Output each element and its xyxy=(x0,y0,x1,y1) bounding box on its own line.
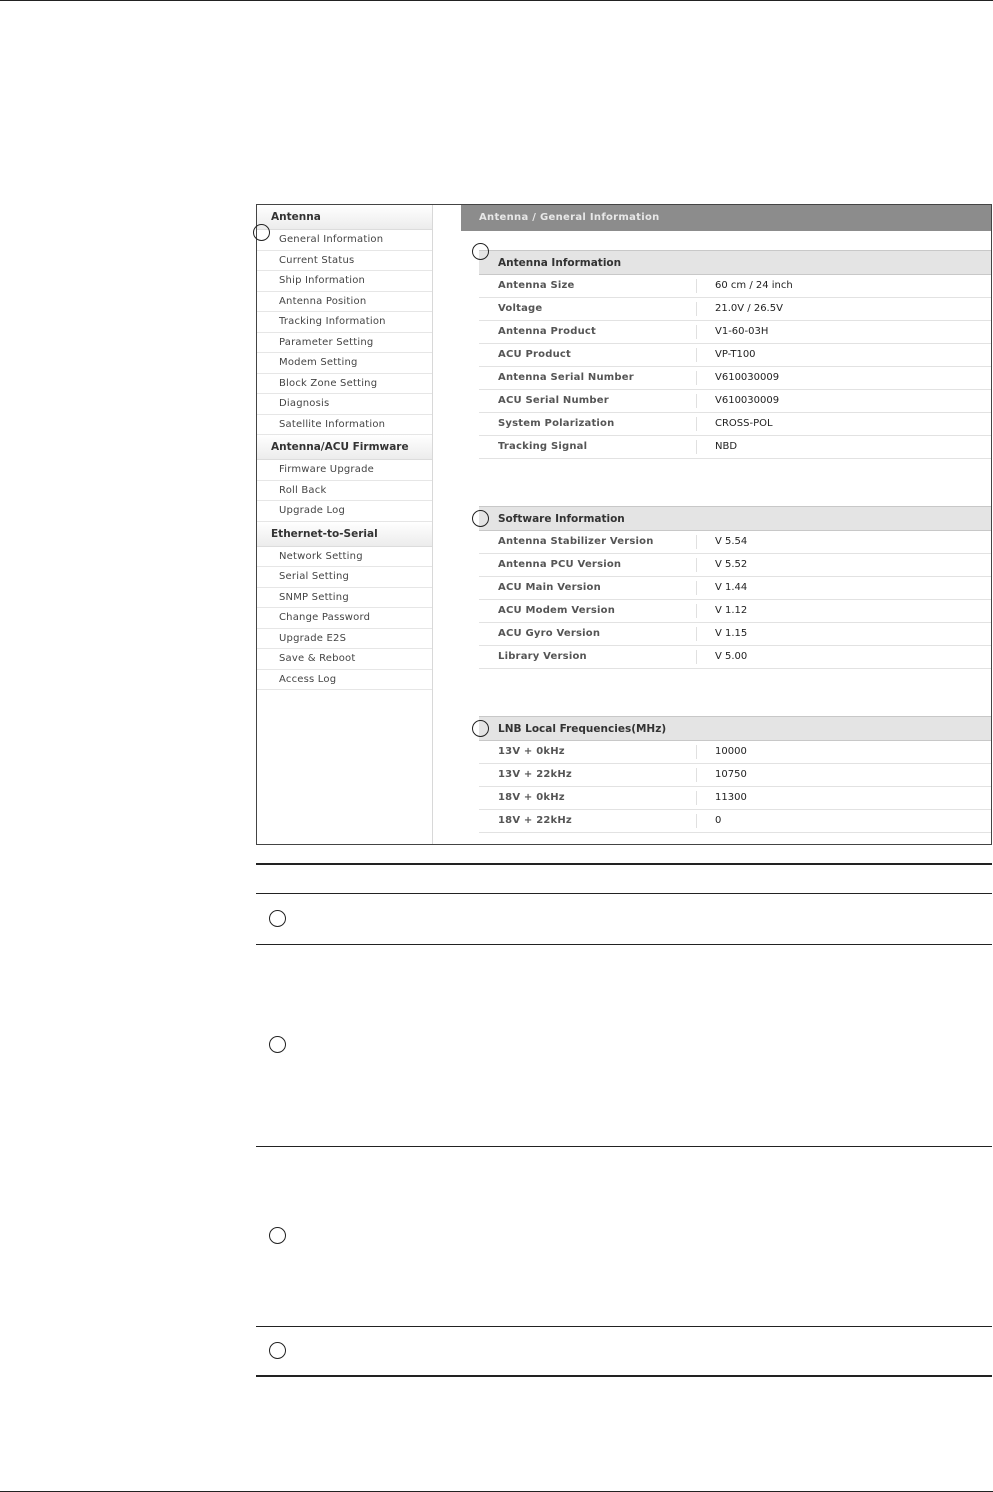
main-panel xyxy=(461,205,992,844)
info-value: V 5.54 xyxy=(715,536,748,547)
info-row-18v-22khz xyxy=(479,810,992,833)
info-label: 18V + 22kHz xyxy=(479,814,697,828)
callout-circle-1 xyxy=(253,224,270,241)
info-row-antenna-pcu-version xyxy=(479,554,992,577)
info-value: V 1.15 xyxy=(715,628,748,639)
sidebar-item-upgrade-e2s[interactable]: Upgrade E2S xyxy=(257,629,432,650)
info-label: Tracking Signal xyxy=(479,440,697,454)
info-value: NBD xyxy=(715,441,738,452)
sidebar-item-save-reboot[interactable]: Save & Reboot xyxy=(257,649,432,670)
info-row-voltage xyxy=(479,298,992,321)
lnb-frequencies-rows xyxy=(479,741,992,833)
info-value: 10750 xyxy=(715,769,747,780)
lnb-frequencies-header: LNB Local Frequencies(MHz) xyxy=(479,716,992,741)
info-label: Antenna PCU Version xyxy=(479,558,697,572)
sidebar-item-parameter-setting[interactable]: Parameter Setting xyxy=(257,333,432,354)
table-circle-2 xyxy=(269,1036,286,1053)
info-row-antenna-size xyxy=(479,275,992,298)
table-rule-bottom xyxy=(256,1375,992,1377)
info-row-tracking-signal xyxy=(479,436,992,459)
info-label: ACU Modem Version xyxy=(479,604,697,618)
sidebar-item-firmware-upgrade[interactable]: Firmware Upgrade xyxy=(257,460,432,481)
sidebar-item-upgrade-log[interactable]: Upgrade Log xyxy=(257,501,432,522)
info-label: 18V + 0kHz xyxy=(479,791,697,805)
info-row-antenna-product xyxy=(479,321,992,344)
sidebar-item-tracking-information[interactable]: Tracking Information xyxy=(257,312,432,333)
info-value: 0 xyxy=(715,815,722,826)
info-value: V610030009 xyxy=(715,395,780,406)
info-value: V 1.12 xyxy=(715,605,748,616)
info-row-antenna-stabilizer-version xyxy=(479,531,992,554)
sidebar-item-current-status[interactable]: Current Status xyxy=(257,251,432,272)
info-label: 13V + 0kHz xyxy=(479,745,697,759)
table-rule-row2 xyxy=(256,1146,992,1147)
top-rule xyxy=(0,0,993,1)
info-label: Library Version xyxy=(479,650,697,664)
ui-screenshot xyxy=(256,204,992,845)
table-circle-1 xyxy=(269,910,286,927)
sidebar-item-roll-back[interactable]: Roll Back xyxy=(257,481,432,502)
info-value: 60 cm / 24 inch xyxy=(715,280,793,291)
callout-circle-4 xyxy=(472,720,489,737)
info-label: Antenna Size xyxy=(479,279,697,293)
info-row-acu-main-version xyxy=(479,577,992,600)
info-value: V 5.00 xyxy=(715,651,748,662)
sidebar-item-general-information[interactable]: General Information xyxy=(257,230,432,251)
info-value: VP-T100 xyxy=(715,349,756,360)
info-row-13v-22khz xyxy=(479,764,992,787)
software-information-section xyxy=(479,506,992,669)
sidebar-menu xyxy=(257,205,433,844)
info-label: Antenna Product xyxy=(479,325,697,339)
info-row-system-polarization xyxy=(479,413,992,436)
sidebar-item-snmp-setting[interactable]: SNMP Setting xyxy=(257,588,432,609)
sidebar-item-ship-information[interactable]: Ship Information xyxy=(257,271,432,292)
info-label: Antenna Stabilizer Version xyxy=(479,535,697,549)
callout-circle-3 xyxy=(472,510,489,527)
sidebar-item-satellite-information[interactable]: Satellite Information xyxy=(257,415,432,436)
info-row-acu-serial-number xyxy=(479,390,992,413)
antenna-information-rows xyxy=(479,275,992,459)
info-row-antenna-serial-number xyxy=(479,367,992,390)
sidebar-section-ethernet-to-serial: Ethernet-to-Serial xyxy=(257,522,432,547)
table-rule-row1 xyxy=(256,944,992,945)
info-value: V 5.52 xyxy=(715,559,748,570)
info-label: ACU Serial Number xyxy=(479,394,697,408)
lnb-frequencies-section xyxy=(479,716,992,833)
info-row-18v-0khz xyxy=(479,787,992,810)
sidebar-item-block-zone-setting[interactable]: Block Zone Setting xyxy=(257,374,432,395)
info-label: ACU Main Version xyxy=(479,581,697,595)
antenna-information-header: Antenna Information xyxy=(479,250,992,275)
info-row-acu-gyro-version xyxy=(479,623,992,646)
sidebar-item-diagnosis[interactable]: Diagnosis xyxy=(257,394,432,415)
info-value: V 1.44 xyxy=(715,582,748,593)
sidebar-item-network-setting[interactable]: Network Setting xyxy=(257,547,432,568)
table-rule-top xyxy=(256,863,992,865)
table-circle-4 xyxy=(269,1342,286,1359)
info-value: 11300 xyxy=(715,792,747,803)
info-value: 10000 xyxy=(715,746,747,757)
sidebar-item-antenna-position[interactable]: Antenna Position xyxy=(257,292,432,313)
table-rule-row3 xyxy=(256,1326,992,1327)
software-information-rows xyxy=(479,531,992,669)
sidebar-item-serial-setting[interactable]: Serial Setting xyxy=(257,567,432,588)
info-row-library-version xyxy=(479,646,992,669)
table-rule-header xyxy=(256,893,992,894)
sidebar-item-change-password[interactable]: Change Password xyxy=(257,608,432,629)
info-label: Voltage xyxy=(479,302,697,316)
sidebar-section-antenna-acu-firmware: Antenna/ACU Firmware xyxy=(257,435,432,460)
info-label: ACU Gyro Version xyxy=(479,627,697,641)
page-breadcrumb: Antenna / General Information xyxy=(461,205,992,231)
software-information-header: Software Information xyxy=(479,506,992,531)
sidebar-item-access-log[interactable]: Access Log xyxy=(257,670,432,691)
info-label: 13V + 22kHz xyxy=(479,768,697,782)
sidebar-section-antenna: Antenna xyxy=(257,205,432,230)
info-row-13v-0khz xyxy=(479,741,992,764)
table-circle-3 xyxy=(269,1227,286,1244)
info-row-acu-product xyxy=(479,344,992,367)
antenna-information-section xyxy=(479,250,992,459)
info-row-acu-modem-version xyxy=(479,600,992,623)
callout-circle-2 xyxy=(472,243,489,260)
info-label: System Polarization xyxy=(479,417,697,431)
info-value: CROSS-POL xyxy=(715,418,773,429)
info-label: ACU Product xyxy=(479,348,697,362)
sidebar-item-modem-setting[interactable]: Modem Setting xyxy=(257,353,432,374)
info-value: V1-60-03H xyxy=(715,326,769,337)
info-label: Antenna Serial Number xyxy=(479,371,697,385)
info-value: 21.0V / 26.5V xyxy=(715,303,783,314)
info-value: V610030009 xyxy=(715,372,780,383)
